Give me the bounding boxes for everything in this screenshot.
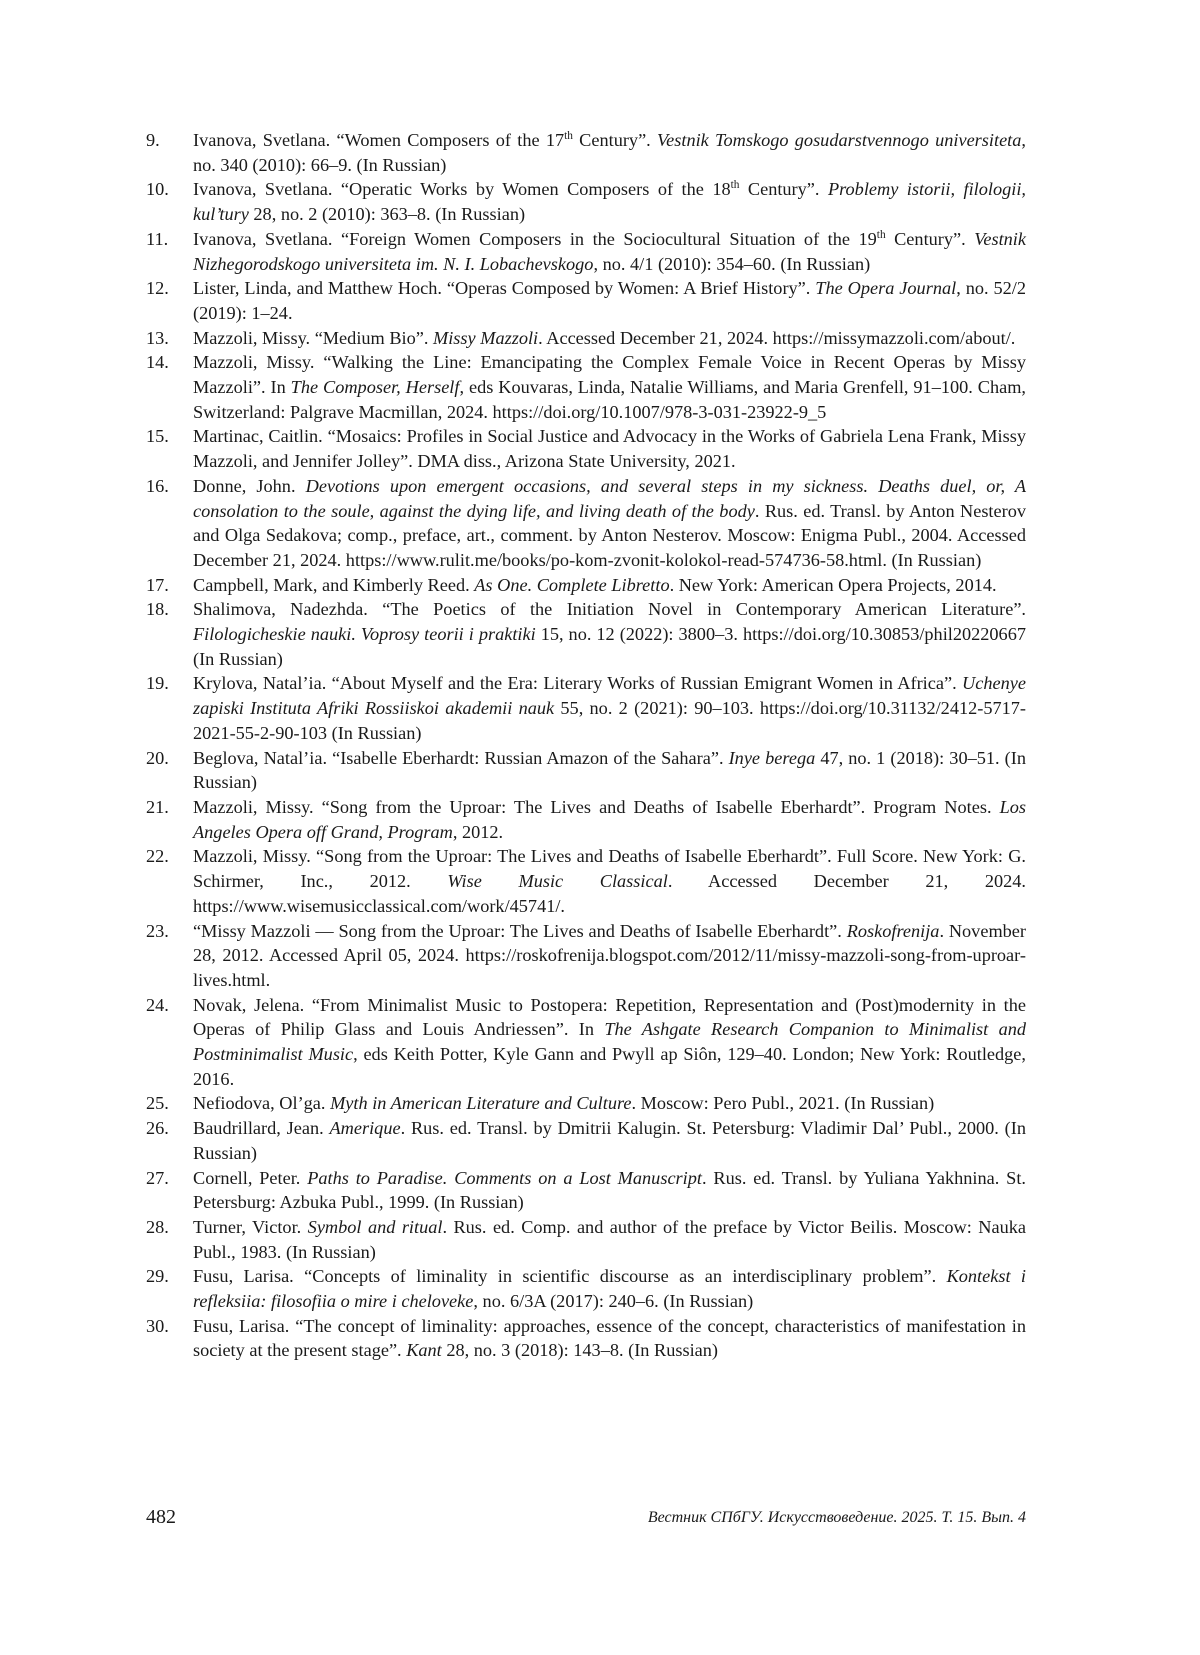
reference-italic-text: Vestnik Nizhegorodskogo universiteta im. N. I. Lobachevskogo [193,228,1026,274]
reference-number: 14. [146,352,169,373]
reference-text: Mazzoli, Missy. “Walking the Line: Emancipating the Complex Female Voice in Recent Operas by Missy Mazzoli”. In [193,352,1026,398]
reference-text: 47, no. 1 (2018): 30–51. (In Russian) [193,747,1026,793]
reference-item [146,1116,1026,1165]
reference-number: 18. [146,599,169,620]
reference-italic-text: Filologicheskie nauki. Voprosy teorii i praktiki [193,624,536,645]
reference-italic-text: The Composer, Herself [290,377,460,398]
reference-text: , no. 4/1 (2010): 354–60. (In Russian) [593,253,871,274]
reference-superscript: th [730,179,740,192]
reference-italic-text: Devotions upon emergent occasions, and several steps in my sickness. Deaths duel, or, A consolation to the soule, against the dying life, and living death of the body [193,475,1026,521]
reference-text: Ivanova, Svetlana. “Foreign Women Composers in the Sociocultural Situation of the 19 [193,228,877,249]
reference-item [146,597,1026,671]
reference-text: , eds Keith Potter, Kyle Gann and Pwyll ap Siôn, 129–40. London; New York: Routledge, 2016. [193,1044,1026,1089]
reference-item [146,844,1026,918]
reference-number: 25. [146,1093,169,1114]
reference-item [146,128,1026,177]
reference-item [146,326,1026,351]
reference-italic-text: Vestnik Tomskogo gosudarstvennogo universiteta [657,130,1022,150]
reference-number: 22. [146,846,169,867]
reference-number: 17. [146,574,169,595]
reference-text: Century”. [885,228,975,249]
reference-text: , no. 340 (2010): 66–9. (In Russian) [193,130,1026,175]
reference-italic-text: Los Angeles Opera off Grand, Program [193,796,1026,842]
reference-item [146,993,1026,1092]
reference-text: Mazzoli, Missy. “Medium Bio”. [193,327,433,348]
reference-number: 23. [146,920,169,941]
reference-item [146,350,1026,424]
reference-text: Century”. [572,130,658,150]
reference-item [146,671,1026,745]
reference-text: Novak, Jelena. “From Minimalist Music to Postopera: Repetition, Representation and (Post)modernity in the Operas of Philip Glass and Louis Andriessen”. In [193,994,1026,1040]
reference-text: Campbell, Mark, and Kimberly Reed. [193,574,475,595]
reference-text: , eds Kouvaras, Linda, Natalie Williams, and Maria Grenfell, 91–100. Cham, Switzerland: Palgrave Macmillan, 2024. https://doi.org/10.1007/978-3-031-23922-9_5 [193,377,1026,422]
reference-number: 20. [146,747,169,768]
reference-item [146,424,1026,473]
reference-italic-text: Wise Music Classical [447,871,668,892]
reference-item [146,276,1026,325]
reference-number: 19. [146,673,169,694]
reference-text: Mazzoli, Missy. “Song from the Uproar: The Lives and Deaths of Isabelle Eberhardt”. Full Score. New York: G. Schirmer, Inc., 2012. [193,846,1026,892]
reference-number: 9. [146,130,160,150]
reference-text: Mazzoli, Missy. “Song from the Uproar: The Lives and Deaths of Isabelle Eberhardt”. Program Notes. [193,796,1000,817]
reference-number: 24. [146,994,169,1015]
reference-number: 11. [146,228,169,249]
reference-item [146,919,1026,993]
reference-text: 28, no. 2 (2010): 363–8. (In Russian) [248,204,526,225]
reference-italic-text: Symbol and ritual [307,1216,443,1237]
reference-text: Donne, John. [193,475,306,496]
reference-italic-text: Amerique [329,1118,401,1139]
reference-item [146,1215,1026,1264]
reference-text: . Rus. ed. Transl. by Dmitrii Kalugin. St. Petersburg: Vladimir Dal’ Publ., 2000. (In Russian) [193,1118,1026,1163]
reference-text: 28, no. 3 (2018): 143–8. (In Russian) [441,1340,718,1361]
reference-text: . Rus. ed. Comp. and author of the preface by Victor Beilis. Moscow: Nauka Publ., 1983. (In Russian) [193,1216,1026,1262]
reference-text: Krylova, Natal’ia. “About Myself and the Era: Literary Works of Russian Emigrant Women in Africa”. [193,673,963,694]
reference-italic-text: The Ashgate Research Companion to Minimalist and Postminimalist Music [193,1019,1027,1065]
reference-item [146,1091,1026,1116]
reference-text: Baudrillard, Jean. [193,1118,330,1139]
reference-text: “Missy Mazzoli — Song from the Uproar: The Lives and Deaths of Isabelle Eberhardt”. [193,920,847,941]
running-footer-journal: Вестник СПбГУ. Искусствоведение. 2025. Т. 15. Вып. 4 [647,1509,1026,1526]
reference-italic-text: Missy Mazzoli [433,327,539,348]
reference-italic-text: As One. Complete Libretto [474,574,670,595]
reference-number: 12. [146,278,169,299]
reference-item [146,573,1026,598]
reference-item [146,227,1026,276]
reference-text: . Rus. ed. Transl. by Anton Nesterov and Olga Sedakova; comp., preface, art., comment. by Anton Nesterov. Moscow: Enigma Publ., 2004. Accessed December 21, 2024. https://www.rulit.me/books/po-kom-zvonit-kolokol-read-574736-58.html. (In Russian) [193,500,1026,570]
reference-italic-text: Myth in American Literature and Culture [330,1093,632,1114]
page-number: 482 [146,1506,176,1528]
reference-text: 55, no. 2 (2021): 90–103. https://doi.org/10.31132/2412-5717-2021-55-2-90-103 (In Russian) [193,698,1026,743]
reference-text: Turner, Victor. [193,1216,308,1237]
reference-text: Fusu, Larisa. “Concepts of liminality in scientific discourse as an interdisciplinary problem”. [193,1266,947,1287]
reference-item [146,746,1026,795]
reference-text: , 2012. [452,821,504,842]
reference-number: 30. [146,1315,169,1336]
reference-number: 16. [146,475,169,496]
reference-item [146,795,1026,844]
reference-number: 15. [146,426,169,447]
reference-italic-text: Problemy istorii, filologii, kul’tury [193,179,1026,225]
reference-text: . Rus. ed. Transl. by Yuliana Yakhnina. St. Petersburg: Azbuka Publ., 1999. (In Russian) [193,1167,1026,1213]
reference-number: 29. [146,1266,169,1287]
reference-number: 27. [146,1167,169,1188]
reference-text: , no. 6/3A (2017): 240–6. (In Russian) [473,1291,754,1312]
reference-text: . Moscow: Pero Publ., 2021. (In Russian) [631,1093,935,1114]
reference-text: Ivanova, Svetlana. “Operatic Works by Women Composers of the 18 [193,179,731,200]
reference-number: 21. [146,796,169,817]
reference-item [146,474,1026,573]
reference-italic-text: Roskofrenija [846,920,940,941]
reference-text: Cornell, Peter. [193,1167,308,1188]
reference-number: 26. [146,1118,169,1139]
reference-item [146,1264,1026,1313]
reference-text: Nefiodova, Ol’ga. [193,1093,331,1114]
reference-superscript: th [564,129,573,142]
reference-text: Martinac, Caitlin. “Mosaics: Profiles in Social Justice and Advocacy in the Works of Gabriela Lena Frank, Missy Mazzoli, and Jennifer Jolley”. DMA diss., Arizona State University, 2021. [193,426,1026,472]
reference-number: 13. [146,327,169,348]
reference-text: . Accessed December 21, 2024. https://www.wisemusicclassical.com/work/45741/. [193,871,1026,916]
reference-item [146,177,1026,226]
reference-italic-text: Kontekst i refleksiia: filosofiia o mire i cheloveke [193,1266,1026,1312]
reference-text: . New York: American Opera Projects, 2014. [669,574,997,595]
reference-number: 10. [146,179,169,200]
reference-text: . Accessed December 21, 2024. https://missymazzoli.com/about/. [538,327,1016,348]
reference-italic-text: The Opera Journal [815,278,957,299]
reference-list [146,128,1026,1363]
reference-text: Shalimova, Nadezhda. “The Poetics of the Initiation Novel in Contemporary American Literature”. [193,599,1026,620]
reference-italic-text: Uchenye zapiski Instituta Afriki Rossiiskoi akademii nauk [193,673,1026,719]
reference-text: Lister, Linda, and Matthew Hoch. “Operas Composed by Women: A Brief History”. [193,278,816,299]
reference-item [146,1166,1026,1215]
reference-number: 28. [146,1216,169,1237]
reference-text: Beglova, Natal’ia. “Isabelle Eberhardt: Russian Amazon of the Sahara”. [193,747,729,768]
reference-text: , no. 52/2 (2019): 1–24. [193,278,1026,323]
reference-superscript: th [876,228,886,241]
reference-text: Century”. [739,179,828,200]
reference-text: 15, no. 12 (2022): 3800–3. https://doi.org/10.30853/phil20220667 (In Russian) [193,624,1026,669]
reference-italic-text: Inye berega [728,747,816,768]
reference-text: Ivanova, Svetlana. “Women Composers of the 17 [193,130,565,150]
reference-italic-text: Paths to Paradise. Comments on a Lost Manuscript [307,1167,702,1188]
reference-item [146,1314,1026,1363]
reference-text: Fusu, Larisa. “The concept of liminality: approaches, essence of the concept, characteristics of manifestation in society at the present stage”. [193,1315,1026,1361]
reference-italic-text: Kant [406,1340,442,1361]
reference-text: . November 28, 2012. Accessed April 05, 2024. https://roskofrenija.blogspot.com/2012/11/missy-mazzoli-song-from-uproar-lives.html. [193,920,1027,990]
